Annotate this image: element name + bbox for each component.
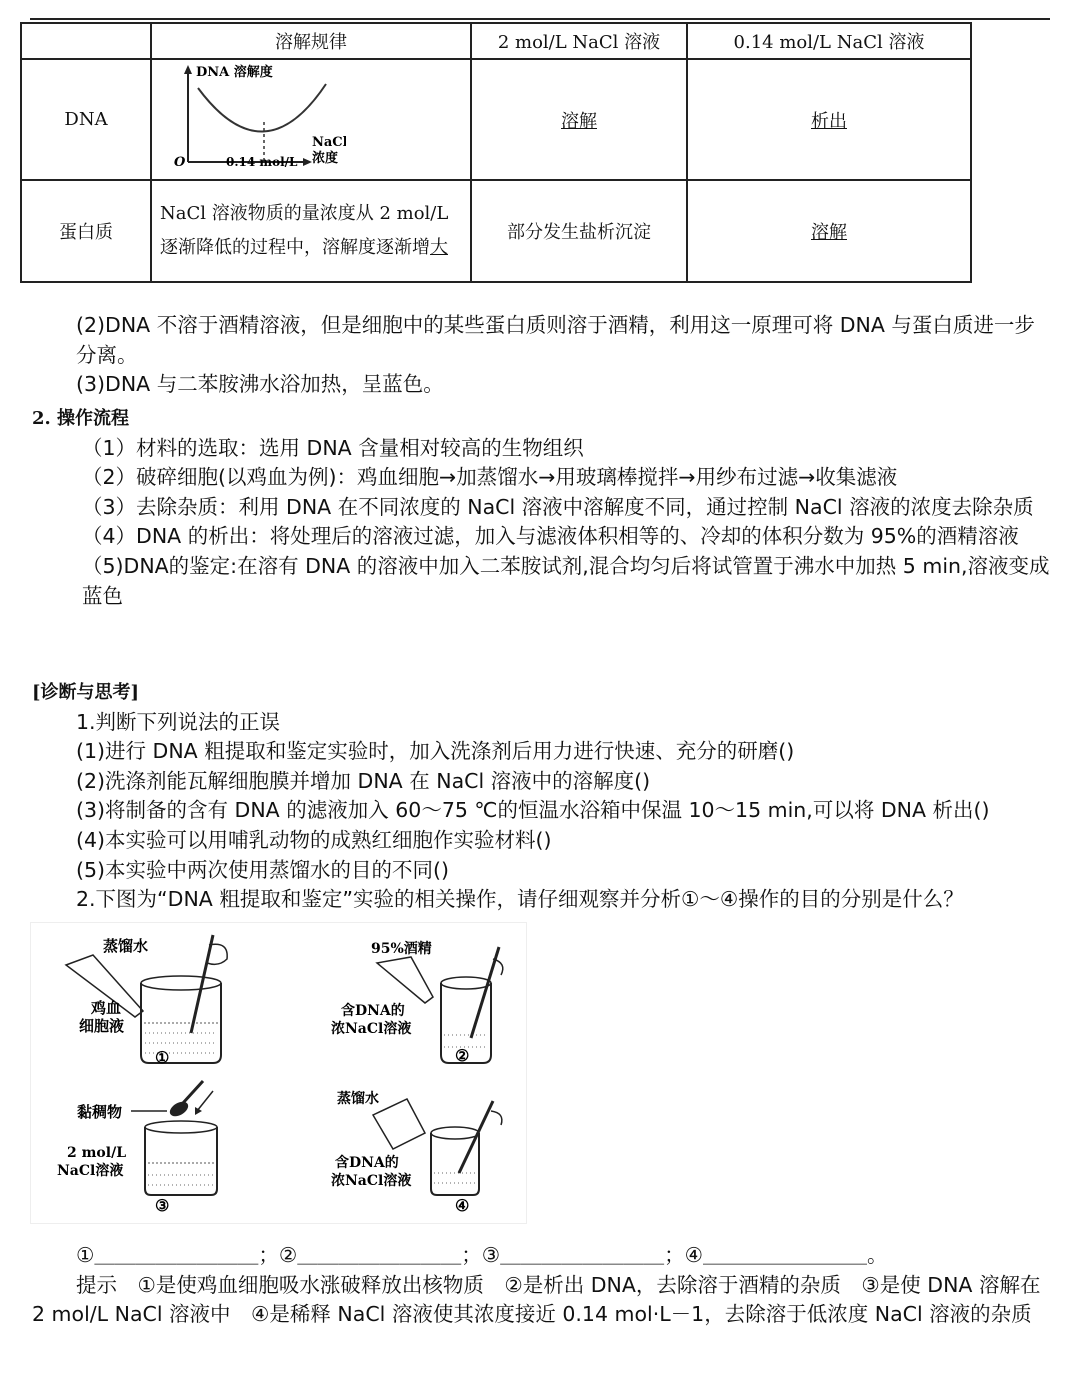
answer-dissolve: 溶解 <box>561 110 597 132</box>
protein-2mol-cell: 部分发生盐析沉淀 <box>471 180 687 282</box>
label-p1-num: ① <box>155 1048 170 1067</box>
diagnosis-title: [诊断与思考] <box>32 682 140 703</box>
table-header-cell: 2 mol/L NaCl 溶液 <box>471 23 687 59</box>
answer-precipitate: 析出 <box>811 110 847 132</box>
label-p1-top: 蒸馏水 <box>103 937 149 955</box>
label-p1-l2: 细胞液 <box>79 1017 125 1035</box>
answer-protein-dissolve: 溶解 <box>811 222 847 243</box>
label-p4-top: 蒸馏水 <box>337 1091 379 1107</box>
label-p3-num: ③ <box>155 1196 170 1215</box>
label-p4-num: ④ <box>455 1196 470 1215</box>
solubility-table <box>20 22 972 283</box>
graph-xlabel: 浓度 <box>312 151 339 166</box>
table-row <box>21 180 971 282</box>
graph-xtick: 0.14 mol/L <box>226 155 298 169</box>
section-title: 2. 操作流程 <box>32 408 130 429</box>
principle-3: (3)DNA 与二苯胺沸水浴加热，呈蓝色。 <box>76 372 444 397</box>
judge-item: (2)洗涤剂能瓦解细胞膜并增加 DNA 在 NaCl 溶液中的溶解度() <box>76 768 651 793</box>
principle-2: (2)DNA 不溶于酒精溶液，但是细胞中的某些蛋白质则溶于酒精，利用这一原理可将 DNA 与蛋白质进一步分离。 <box>76 313 1035 367</box>
label-p2-l2: 浓NaCl溶液 <box>331 1021 412 1037</box>
row-label-protein: 蛋白质 <box>21 180 151 282</box>
label-p4-l2: 浓NaCl溶液 <box>331 1173 412 1189</box>
judge-item: (5)本实验中两次使用蒸馏水的目的不同() <box>76 857 450 882</box>
answer-section <box>32 1241 1052 1330</box>
answer-blanks: ①＿＿＿＿＿＿＿＿；②＿＿＿＿＿＿＿＿；③＿＿＿＿＿＿＿＿；④＿＿＿＿＿＿＿＿。 <box>76 1243 888 1267</box>
label-p2-top: 95%酒精 <box>371 941 432 957</box>
protein-law-answer: 大 <box>430 237 448 258</box>
step-item: （1）材料的选取：选用 DNA 含量相对较高的生物组织 <box>82 435 584 460</box>
experiment-figure <box>30 922 527 1224</box>
label-p4-l1: 含DNA的 <box>335 1155 399 1171</box>
label-p3-l2: NaCl溶液 <box>57 1163 124 1179</box>
question-1-title: 1.判断下列说法的正误 <box>76 709 281 734</box>
graph-origin: O <box>174 155 186 170</box>
judge-item: (3)将制备的含有 DNA 的滤液加入 60～75 ℃的恒温水浴箱中保温 10～15 min,可以将 DNA 析出() <box>76 798 990 823</box>
protein-law-text: NaCl 溶液物质的量浓度从 2 mol/L 逐渐降低的过程中，溶解度逐渐增 <box>160 203 449 258</box>
step-item: （3）去除杂质：利用 DNA 在不同浓度的 NaCl 溶液中溶解度不同，通过控制 NaCl 溶液的浓度去除杂质 <box>82 494 1034 519</box>
beaker-icon <box>131 1081 217 1195</box>
row-label-dna: DNA <box>21 59 151 180</box>
label-p2-l1: 含DNA的 <box>341 1003 405 1019</box>
label-p3-top: 黏稠物 <box>77 1103 123 1121</box>
hint-text: 提示 ①是使鸡血细胞吸水涨破释放出核物质 ②是析出 DNA，去除溶于酒精的杂质 ③是使 DNA 溶解在 2 mol/L NaCl 溶液中 ④是稀释 NaCl 溶液使其浓度接近 0.14 mol·L－1，去除溶于低浓度 NaCl 溶液的杂质 <box>32 1272 1041 1327</box>
table-header-cell: 溶解规律 <box>151 23 471 59</box>
step-item: （5)DNA的鉴定:在溶有 DNA 的溶液中加入二苯胺试剂,混合均匀后将试管置于沸水中加热 5 min,溶液变成蓝色 <box>82 553 1050 608</box>
table-header-row <box>21 23 971 59</box>
label-p3-l1: 2 mol/L <box>67 1145 127 1161</box>
graph-ylabel: DNA 溶解度 <box>196 65 273 80</box>
operation-process <box>32 404 1052 611</box>
step-item: （4）DNA 的析出：将处理后的溶液过滤，加入与滤液体积相等的、冷却的体积分数为 95%的酒精溶液 <box>82 524 1019 549</box>
label-p2-num: ② <box>455 1046 470 1065</box>
judge-item: (1)进行 DNA 粗提取和鉴定实验时，加入洗涤剂后用力进行快速、充分的研磨() <box>76 739 795 764</box>
graph-xlabel: NaCl <box>312 135 346 150</box>
table-header-cell: 0.14 mol/L NaCl 溶液 <box>687 23 971 59</box>
principles <box>32 311 1052 400</box>
question-2-text: 2.下图为“DNA 粗提取和鉴定”实验的相关操作，请仔细观察并分析①～④操作的目的分别是什么？ <box>76 887 964 912</box>
top-rule <box>30 18 1050 20</box>
diagnosis-section <box>32 678 1052 915</box>
table-header-cell <box>21 23 151 59</box>
dna-solubility-graph <box>156 62 346 172</box>
step-item: （2）破碎细胞(以鸡血为例)：鸡血细胞→加蒸馏水→用玻璃棒搅拌→用纱布过滤→收集滤液 <box>82 465 898 490</box>
label-p1-l1: 鸡血 <box>91 999 122 1017</box>
judge-item: (4)本实验可以用哺乳动物的成熟红细胞作实验材料() <box>76 827 552 852</box>
table-row <box>21 59 971 180</box>
